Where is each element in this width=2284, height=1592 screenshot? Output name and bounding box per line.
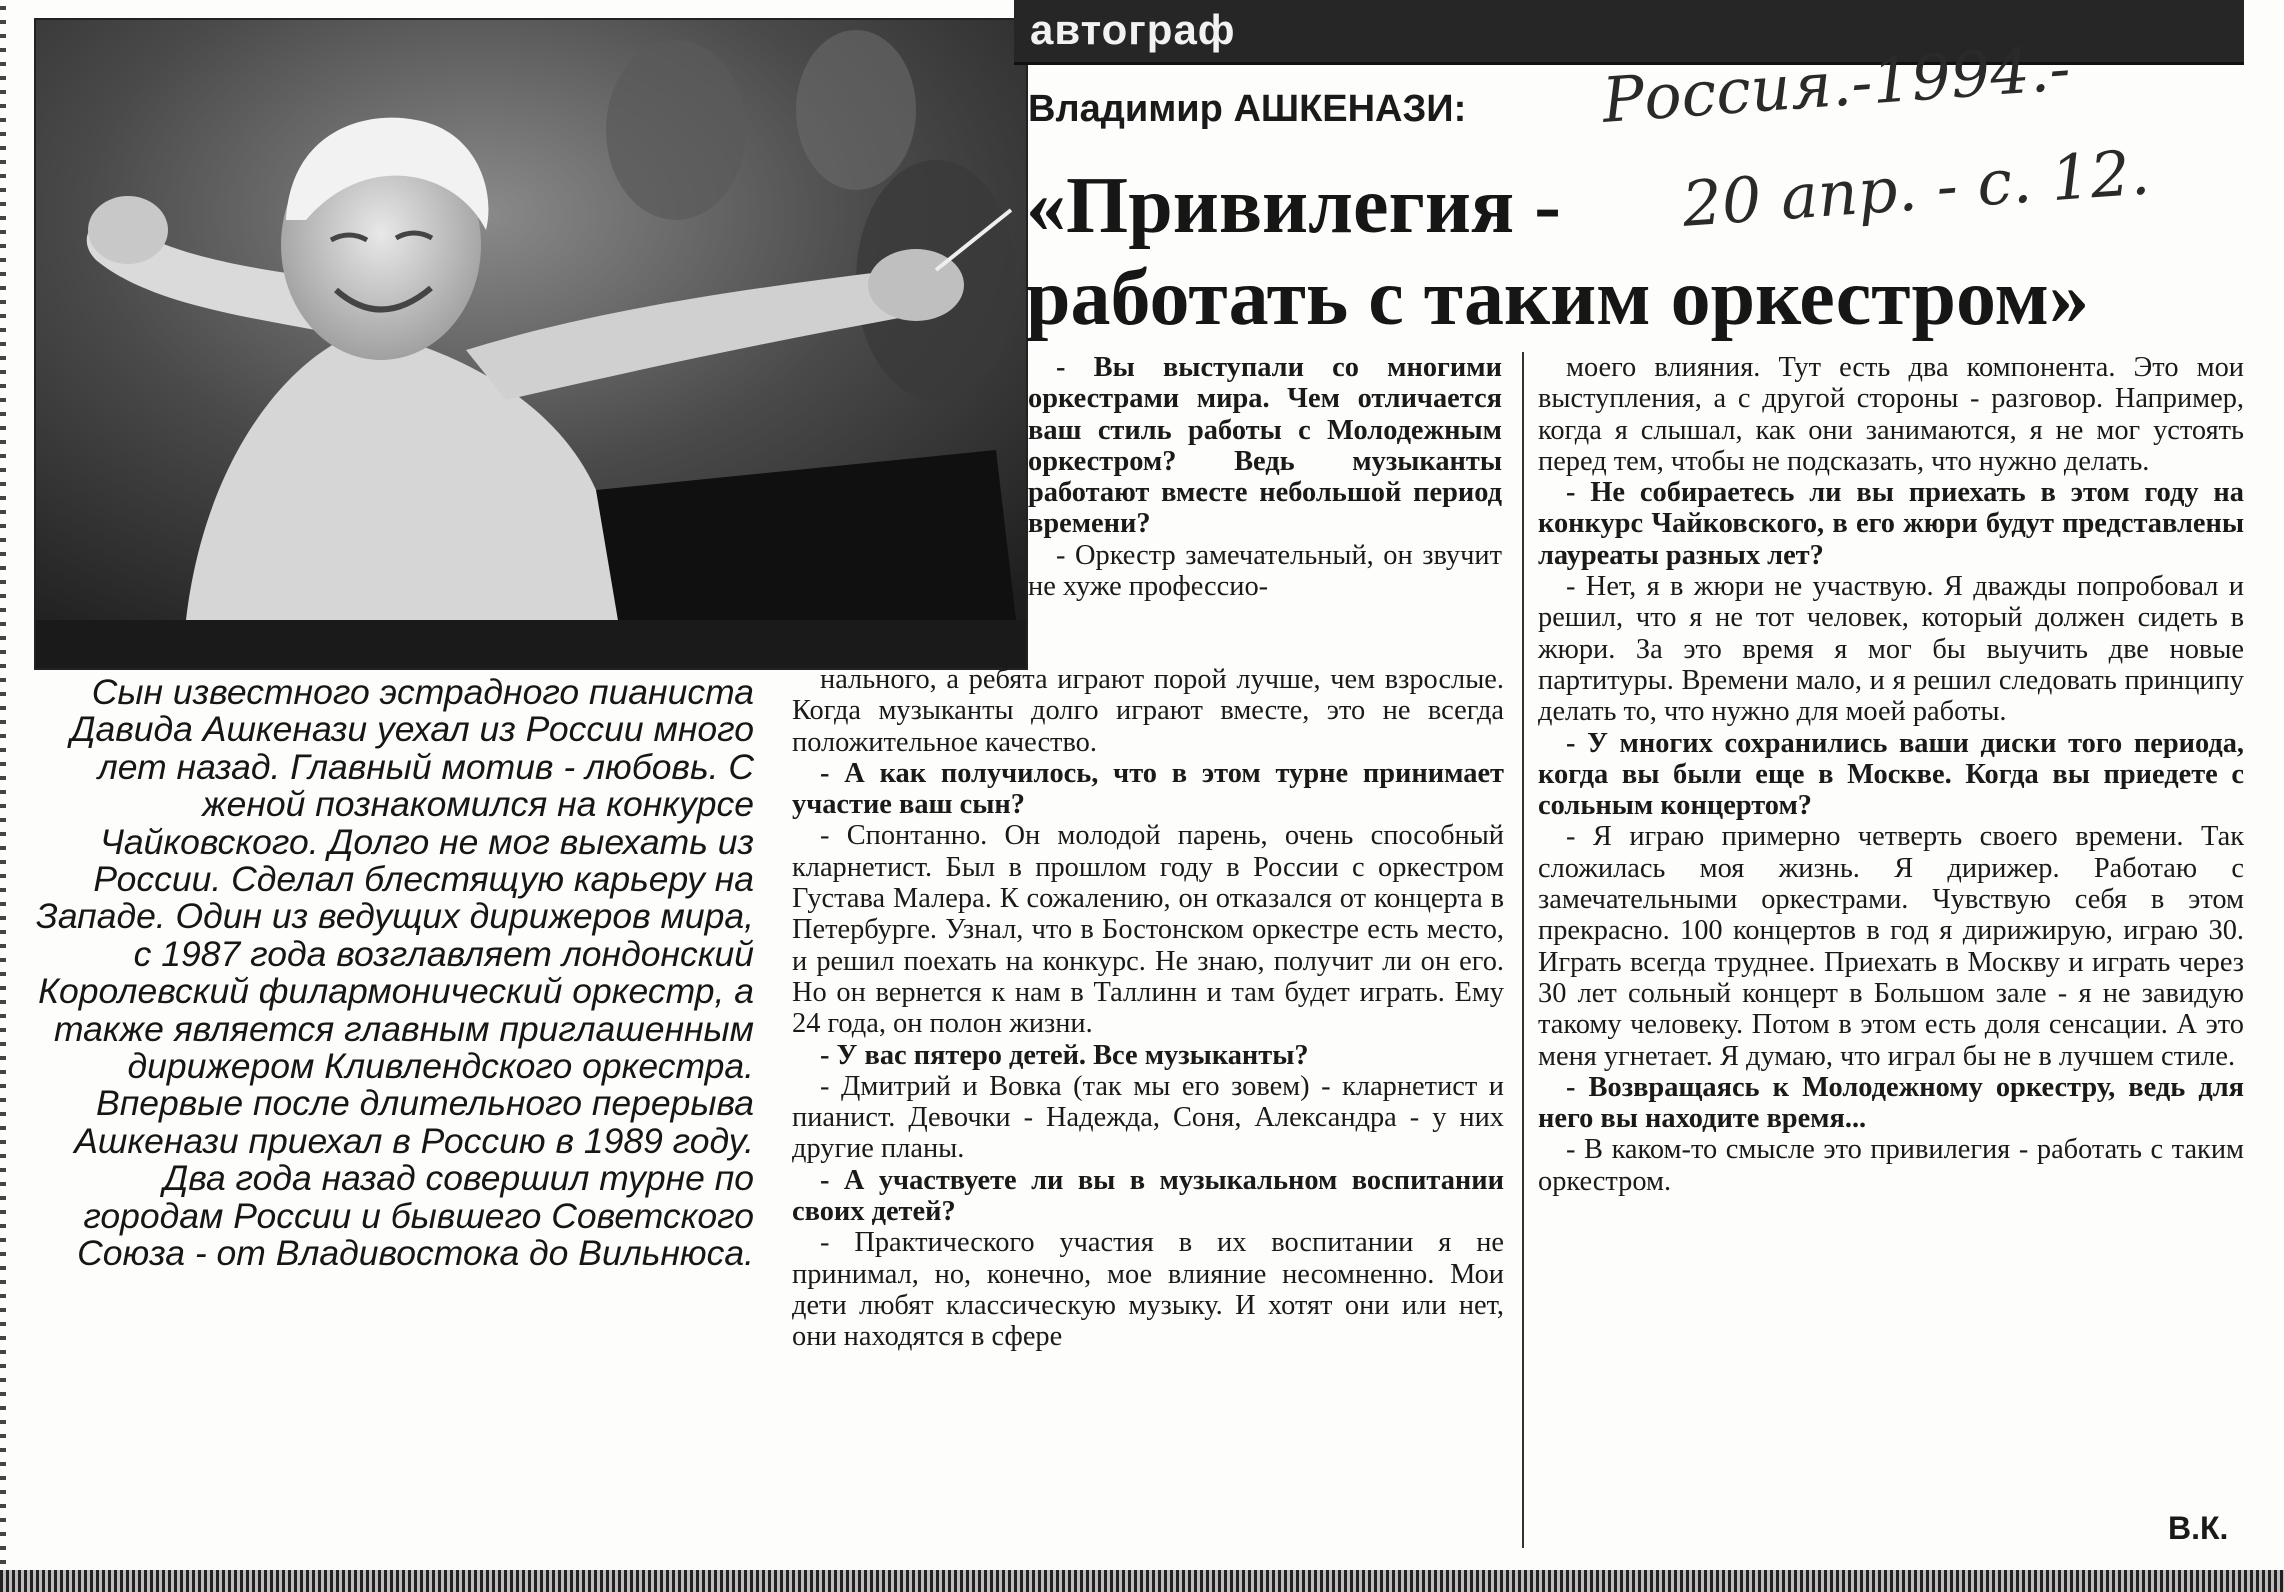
interview-answer: моего влияния. Тут есть два компонента. Это мои выступления, а с другой стороны - разговор. Например, когда я слышал, как они занимаются, я не мог устоять перед тем, чтобы не подсказать, что нужно делать. bbox=[1538, 352, 2244, 477]
handwritten-source-note: Россия.-1994.- bbox=[1600, 31, 2073, 137]
interview-answer: нального, а ребята играют порой лучше, чем взрослые. Когда музыканты долго играют вместе, это не всегда положительное качество. bbox=[792, 664, 1504, 758]
scan-edge bbox=[0, 0, 6, 1592]
interview-answer: - Оркестр замечательный, он звучит не хуже профессио- bbox=[1028, 539, 1502, 603]
byline: Владимир АШКЕНАЗИ: bbox=[1028, 88, 1467, 130]
conductor-photo bbox=[34, 18, 1028, 670]
page-bottom-border bbox=[0, 1570, 2284, 1592]
interview-question: - Вы выступали со многими оркестрами мира. Чем отличается ваш стиль работы с Молодежным оркестром? Ведь музыканты работают вместе небольшой период времени? bbox=[1028, 352, 1502, 540]
interview-question: - Не собираетесь ли вы приехать в этом году на конкурс Чайковского, в его жюри будут представлены лауреаты разных лет? bbox=[1538, 477, 2244, 571]
author-signature: В.К. bbox=[2168, 1510, 2229, 1546]
interview-question: - У вас пятеро детей. Все музыканты? bbox=[820, 1039, 1309, 1071]
interview-answer: - Спонтанно. Он молодой парень, очень способный кларнетист. Был в прошлом году в России с оркестром Густава Малера. К сожалению, он отказался от концерта в Петербурге. Узнал, что в Бостонском оркестре есть место, и решил поехать на конкурс. Не знаю, получит ли он его. Но он вернется к нам в Таллинн и там будет играть. Ему 24 года, он полон жизни. bbox=[792, 820, 1504, 1040]
interview-answer: - Нет, я в жюри не участвую. Я дважды попробовал и решил, что я не тот человек, который должен сидеть в жюри. За это время я мог бы выучить две новые партитуры. Времени мало, и я решил следовать принципу делать то, что нужно для моей работы. bbox=[1538, 571, 2244, 728]
interview-answer: - В каком-то смысле это привилегия - работать с таким оркестром. bbox=[1538, 1134, 2244, 1197]
handwritten-date-note: 20 апр. - с. 12. bbox=[1680, 135, 2152, 241]
article-column-1-bottom bbox=[792, 664, 1504, 1353]
article-column-2 bbox=[1538, 352, 2244, 1197]
interview-answer: - Я играю примерно четверть своего времени. Так сложилась моя жизнь. Я дирижер. Работаю с замечательными оркестрами. Чувствую себя в этом прекрасно. 100 концертов в год я дирижирую, играю 30. Играть всегда труднее. Приехать в Москву и играть через 30 лет сольный концерт в Большом зале - я не завидую такому человеку. Потом в этом есть доля сенсации. А это меня угнетает. Я думаю, что играл бы не в лучшем стиле. bbox=[1538, 821, 2244, 1072]
interview-question: - А как получилось, что в этом турне принимает участие ваш сын? bbox=[792, 757, 1504, 821]
article-column-1-top bbox=[1028, 352, 1502, 602]
interview-answer: - Практического участия в их воспитании я не принимал, но, конечно, мое влияние несомненно. Мои дети любят классическую музыку. И хотят они или нет, они находятся в сфере bbox=[792, 1227, 1504, 1353]
photo-illustration bbox=[36, 20, 1026, 668]
interview-answer: - Дмитрий и Вовка (так мы его зовем) - кларнетист и пианист. Девочки - Надежда, Соня, Александра - у них другие планы. bbox=[792, 1070, 1504, 1165]
section-label: автограф bbox=[1030, 6, 1236, 53]
interview-question: - У многих сохранились ваши диски того периода, когда вы были еще в Москве. Когда вы приедете с сольным концертом? bbox=[1538, 727, 2244, 822]
interview-question: - Возвращаясь к Молодежному оркестру, ведь для него вы находите время... bbox=[1538, 1071, 2244, 1135]
headline-line-2: работать с таким оркестром» bbox=[1026, 254, 2089, 342]
column-divider bbox=[1522, 352, 1524, 1548]
lead-paragraph: Сын известного эстрадного пианиста Давида Ашкенази уехал из России много лет назад. Главный мотив - любовь. С женой познакомился на конкурсе Чайковского. Долго не мог выехать из России. Сделал блестящую карьеру на Западе. Один из ведущих дирижеров мира, с 1987 года возглавляет лондонский Королевский филармонический оркестр, а также является главным приглашенным дирижером Кливлендского оркестра. Впервые после длительного перерыва Ашкенази приехал в Россию в 1989 году. Два года назад совершил турне по городам России и бывшего Советского Союза - от Владивостока до Вильнюса. bbox=[36, 672, 754, 1274]
interview-question: - А участвуете ли вы в музыкальном воспитании своих детей? bbox=[792, 1164, 1504, 1228]
headline-line-1: «Привилегия - bbox=[1026, 162, 1561, 250]
